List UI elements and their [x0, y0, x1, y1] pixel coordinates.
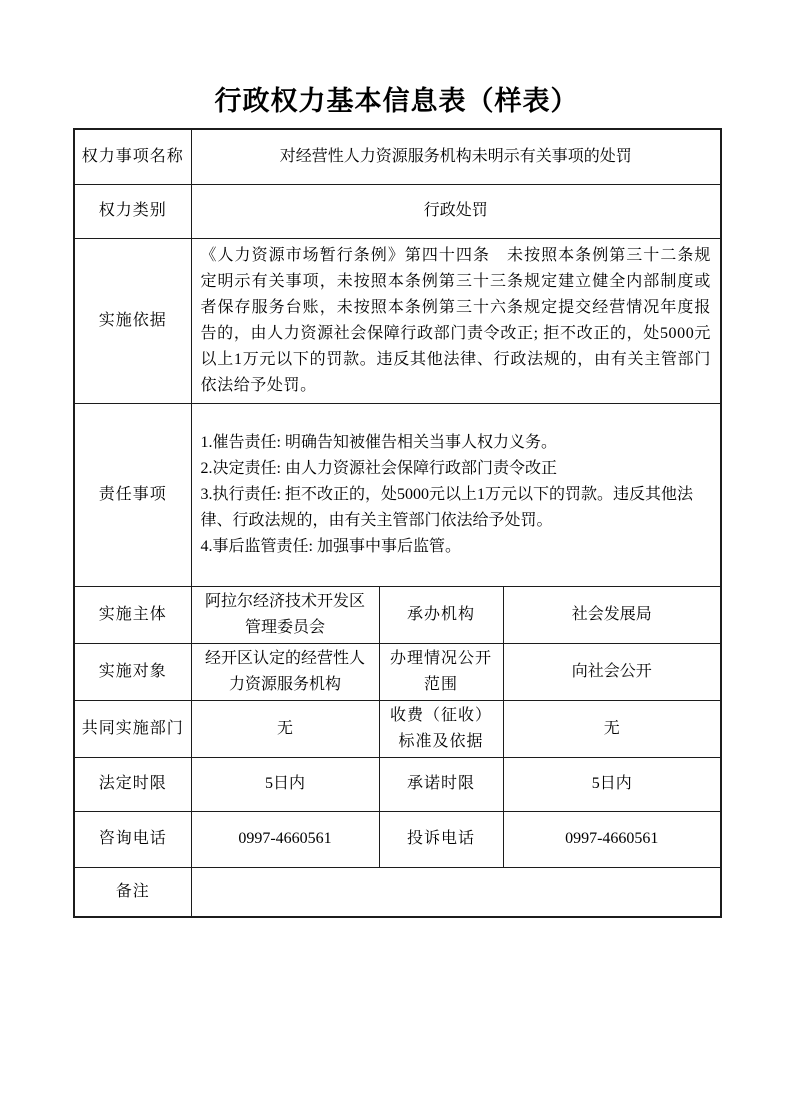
- row-label: 共同实施部门: [74, 700, 191, 757]
- responsibility-line: 2.决定责任: 由人力资源社会保障行政部门责令改正: [200, 459, 557, 477]
- info-table: [73, 128, 722, 918]
- responsibility-line: 4.事后监管责任: 加强事中事后监管。: [200, 537, 461, 555]
- row-value: 行政处罚: [191, 184, 721, 238]
- table-row-remarks: [74, 867, 721, 917]
- row-value: [191, 403, 721, 586]
- row-value-2: 向社会公开: [503, 643, 721, 700]
- row-label-2: 承办机构: [379, 586, 503, 643]
- table-row-responsibility-items: [74, 403, 721, 586]
- table-row-statutory-time-limit: [74, 757, 721, 811]
- row-label: 法定时限: [74, 757, 191, 811]
- row-label-2: 承诺时限: [379, 757, 503, 811]
- row-label: 权力类别: [74, 184, 191, 238]
- row-value-2: 无: [503, 700, 721, 757]
- row-value-2: 0997-4660561: [503, 811, 721, 867]
- table-row-joint-departments: [74, 700, 721, 757]
- responsibility-line: 3.执行责任: 拒不改正的，处5000元以上1万元以下的罚款。违反其他法律、行政法规的，由有关主管部门依法给予处罚。: [200, 485, 693, 529]
- row-value: [191, 867, 721, 917]
- row-value: 无: [191, 700, 379, 757]
- row-value: 《人力资源市场暂行条例》第四十四条 未按照本条例第三十二条规定明示有关事项，未按照本条例第三十三条规定建立健全内部制度或者保存服务台账，未按照本条例第三十六条规定提交经营情况年度报告的，由人力资源社会保障行政部门责令改正; 拒不改正的，处5000元以上1万元以下的罚款。违反其他法律、行政法规的，由有关主管部门依法给予处罚。: [191, 238, 721, 403]
- table-row-implementing-body: [74, 586, 721, 643]
- row-label: 权力事项名称: [74, 129, 191, 184]
- row-value: 阿拉尔经济技术开发区管理委员会: [191, 586, 379, 643]
- row-value-2: 5日内: [503, 757, 721, 811]
- row-value-2: 社会发展局: [503, 586, 721, 643]
- row-value: 5日内: [191, 757, 379, 811]
- row-label: 备注: [74, 867, 191, 917]
- row-value: 对经营性人力资源服务机构未明示有关事项的处罚: [191, 129, 721, 184]
- page-title: 行政权力基本信息表（样表）: [214, 86, 579, 116]
- row-label-2: 投诉电话: [379, 811, 503, 867]
- row-label-2: 办理情况公开范围: [379, 643, 503, 700]
- table-row-implementation-basis: [74, 238, 721, 403]
- table-row-implementation-target: [74, 643, 721, 700]
- row-label: 实施对象: [74, 643, 191, 700]
- table-row-power-item-name: [74, 129, 721, 184]
- row-label: 实施主体: [74, 586, 191, 643]
- row-label: 责任事项: [74, 403, 191, 586]
- table-row-power-category: [74, 184, 721, 238]
- row-label: 实施依据: [74, 238, 191, 403]
- row-label: 咨询电话: [74, 811, 191, 867]
- row-value: 经开区认定的经营性人力资源服务机构: [191, 643, 379, 700]
- row-label-2: 收费（征收）标准及依据: [379, 700, 503, 757]
- row-value: 0997-4660561: [191, 811, 379, 867]
- responsibility-line: 1.催告责任: 明确告知被催告相关当事人权力义务。: [200, 433, 557, 451]
- table-row-phone-numbers: [74, 811, 721, 867]
